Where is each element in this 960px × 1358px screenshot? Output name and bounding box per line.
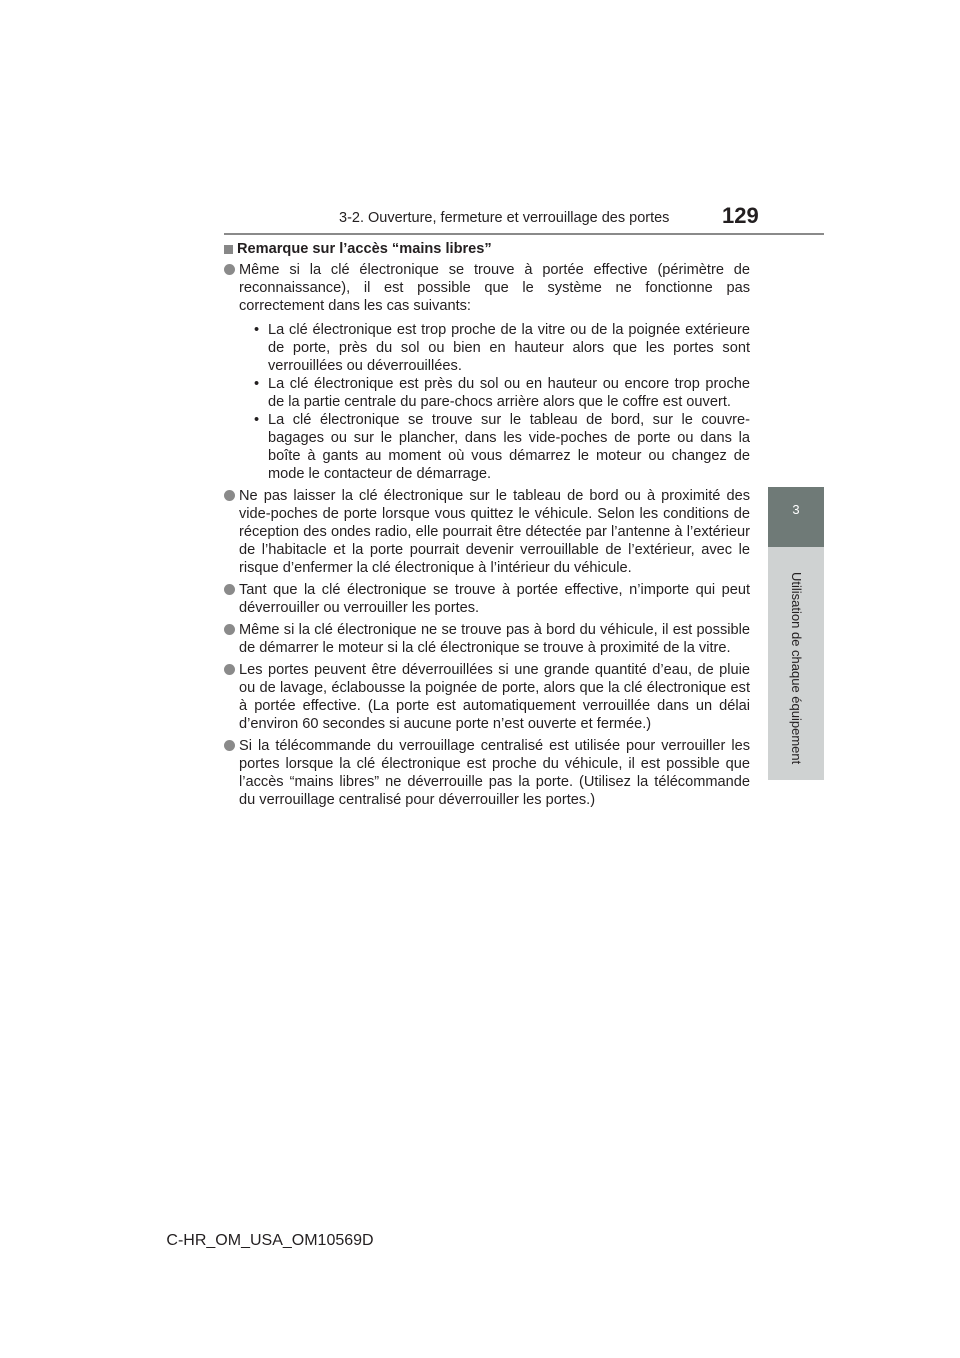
list-item — [224, 261, 750, 483]
sub-list — [254, 321, 750, 483]
chapter-number: 3 — [792, 502, 800, 517]
document-code: C-HR_OM_USA_OM10569D — [166, 1232, 374, 1249]
header-divider — [224, 233, 824, 235]
section-title: 3-2. Ouverture, fermeture et verrouillage des portes — [339, 210, 670, 226]
dot-bullet-icon: • — [254, 376, 260, 392]
sub-list-item — [254, 375, 750, 411]
list-item — [224, 581, 750, 617]
list-item-text: Tant que la clé électronique se trouve à portée effective, n’importe qui peut déverrouiller ou verrouiller les portes. — [239, 582, 750, 616]
section-heading-text: Remarque sur l’accès “mains libres” — [237, 241, 492, 257]
circle-bullet-icon — [224, 740, 235, 751]
circle-bullet-icon — [224, 264, 235, 275]
sub-list-item-text: La clé électronique se trouve sur le tableau de bord, sur le couvre-bagages ou sur le plancher, dans les vide-poches de porte ou dans la boîte à gants au moment où vous démarrez le moteur ou changez de mode le contacteur de démarrage. — [268, 412, 750, 482]
chapter-tab — [768, 487, 824, 547]
sub-list-item — [254, 411, 750, 483]
circle-bullet-icon — [224, 584, 235, 595]
square-bullet-icon — [224, 245, 233, 254]
list-item — [224, 487, 750, 577]
list-item — [224, 621, 750, 657]
section-heading — [224, 240, 750, 258]
dot-bullet-icon: • — [254, 322, 260, 338]
list-item — [224, 661, 750, 733]
sub-list-item — [254, 321, 750, 375]
circle-bullet-icon — [224, 490, 235, 501]
sub-list-item-text: La clé électronique est près du sol ou en hauteur ou encore trop proche de la partie centrale du pare-chocs arrière alors que le coffre est ouvert. — [268, 376, 750, 410]
circle-bullet-icon — [224, 664, 235, 675]
sub-list-item-text: La clé électronique est trop proche de la vitre ou de la poignée extérieure de porte, près du sol ou bien en hauteur alors que les portes sont verrouillées ou déverrouillées. — [268, 322, 750, 374]
list-item — [224, 737, 750, 809]
circle-bullet-icon — [224, 624, 235, 635]
list-item-text: Même si la clé électronique ne se trouve pas à bord du véhicule, il est possible de démarrer le moteur si la clé électronique se trouve à proximité de la vitre. — [239, 622, 750, 656]
list-item-text: Même si la clé électronique se trouve à portée effective (périmètre de reconnaissance), il est possible que le système ne fonctionne pas correctement dans les cas suivants: — [239, 262, 750, 314]
chapter-label: Utilisation de chaque équipement — [789, 572, 804, 765]
main-content — [224, 240, 750, 813]
list-item-text: Ne pas laisser la clé électronique sur le tableau de bord ou à proximité des vide-poches de porte lorsque vous quittez le véhicule. Selon les conditions de réception des ondes radio, elle pourrait être détectée par l’antenne à l’extérieur de l’habitacle et la porte pourrait devenir verrouillable de l’extérieur, avec le risque d’enfermer la clé électronique à l’intérieur du véhicule. — [239, 488, 750, 576]
list-item-text: Si la télécommande du verrouillage centralisé est utilisée pour verrouiller les portes lorsque la clé électronique est proche du véhicule, il est possible que l’accès “mains libres” ne déverrouille pas la porte. (Utilisez la télécommande du verrouillage centralisé pour déverrouiller les portes.) — [239, 738, 750, 808]
dot-bullet-icon: • — [254, 412, 260, 428]
list-item-text: Les portes peuvent être déverrouillées si une grande quantité d’eau, de pluie ou de lavage, éclabousse la poignée de porte, alors que la clé électronique est à portée effective. (La porte est automatiquement verrouillée dans un délai d’environ 60 secondes si aucune porte n’est ouverte et fermée.) — [239, 662, 750, 732]
page-number: 129 — [722, 203, 759, 228]
